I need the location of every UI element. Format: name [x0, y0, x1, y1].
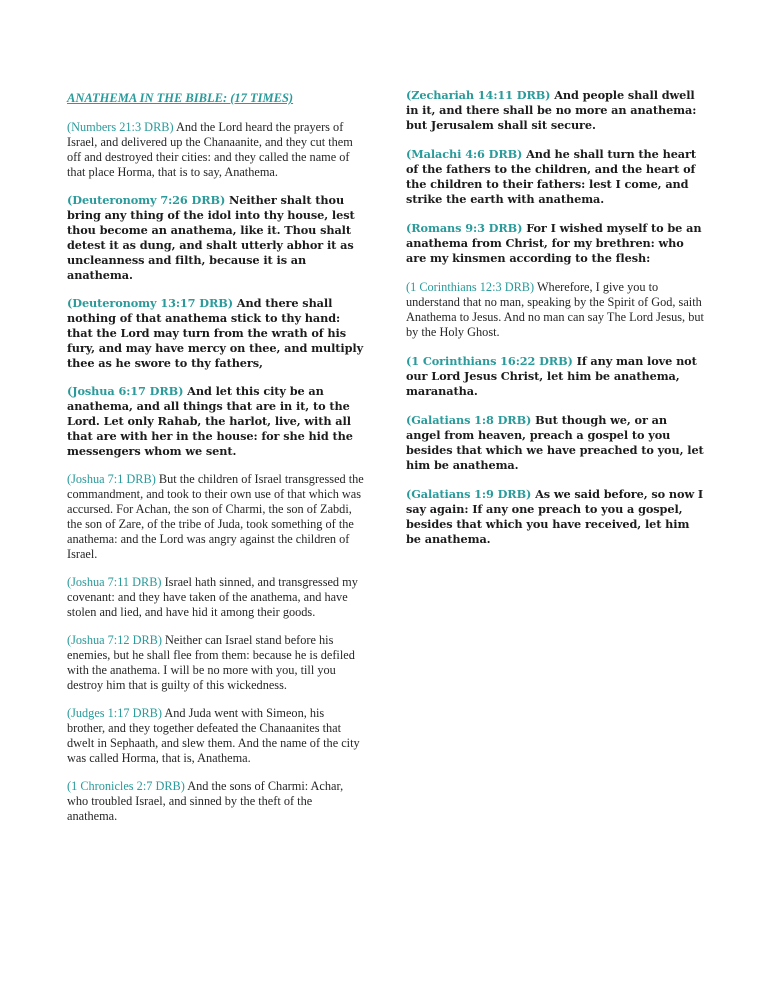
left-column: [67, 88, 365, 837]
verse-reference: (Romans 9:3 DRB): [406, 221, 523, 235]
verse-reference: (Joshua 7:12 DRB): [67, 633, 162, 647]
verse-entry: [406, 280, 704, 340]
verse-entry: [67, 472, 365, 562]
verse-entry: [67, 384, 365, 459]
verse-text: For I wished myself to be an anathema from Christ, for my brethren: who are my kinsmen according to the flesh:: [406, 221, 702, 265]
verse-text: And the sons of Charmi: Achar, who troubled Israel, and sinned by the theft of the anathema.: [67, 779, 344, 823]
verse-text: And there shall nothing of that anathema stick to thy hand: that the Lord may turn from the wrath of his fury, and may have mercy on thee, and multiply thee as he swore to thy fathers,: [67, 296, 364, 370]
verse-reference: (Numbers 21:3 DRB): [67, 120, 174, 134]
verse-text: And Juda went with Simeon, his brother, and they together defeated the Chanaanites that dwelt in Sephaath, and slew them. And the name of the city was called Horma, that is, Anathema.: [67, 706, 360, 765]
verse-text: But the children of Israel transgressed the commandment, and took to their own use of that which was accursed. For Achan, the son of Charmi, the son of Zabdi, the son of Zare, of the tribe of Juda, took something of the anathema: and the Lord was angry against the children of Israel.: [67, 472, 364, 561]
verse-text: And people shall dwell in it, and there shall be no more an anathema: but Jerusalem shall sit secure.: [406, 88, 697, 132]
verse-reference: (Deuteronomy 13:17 DRB): [67, 296, 233, 310]
verse-entry: [67, 779, 365, 824]
verse-text: Wherefore, I give you to understand that no man, speaking by the Spirit of God, saith Anathema to Jesus. And no man can say The Lord Jesus, but by the Holy Ghost.: [406, 280, 704, 339]
right-verse-list: [406, 88, 704, 547]
verse-reference: (Deuteronomy 7:26 DRB): [67, 193, 226, 207]
verse-entry: [67, 706, 365, 766]
verse-reference: (Malachi 4:6 DRB): [406, 147, 523, 161]
verse-reference: (Joshua 6:17 DRB): [67, 384, 184, 398]
verse-reference: (Joshua 7:11 DRB): [67, 575, 162, 589]
verse-text: And the Lord heard the prayers of Israel, and delivered up the Chanaanite, and they cut them off and destroyed their cities: and they called the name of that place Horma, that is to say, Anathema.: [67, 120, 353, 179]
verse-text: As we said before, so now I say again: If any one preach to you a gospel, besides that which you have received, let him be anathema.: [406, 487, 704, 546]
verse-reference: (1 Corinthians 16:22 DRB): [406, 354, 573, 368]
verse-reference: (1 Chronicles 2:7 DRB): [67, 779, 185, 793]
verse-text: And he shall turn the heart of the fathers to the children, and the heart of the children to their fathers: lest I come, and strike the earth with anathema.: [406, 147, 696, 206]
verse-entry: [67, 193, 365, 283]
verse-reference: (Galatians 1:8 DRB): [406, 413, 532, 427]
verse-entry: [406, 147, 704, 207]
verse-text: But though we, or an angel from heaven, preach a gospel to you besides that which we have preached to you, let him be anathema.: [406, 413, 704, 472]
verse-entry: [67, 120, 365, 180]
verse-entry: [406, 88, 704, 133]
page-title: ANATHEMA IN THE BIBLE: (17 TIMES): [67, 91, 294, 105]
verse-entry: [406, 487, 704, 547]
verse-entry: [67, 296, 365, 371]
left-verse-list: [67, 120, 365, 824]
verse-reference: (1 Corinthians 12:3 DRB): [406, 280, 535, 294]
verse-entry: [406, 221, 704, 266]
verse-reference: (Zechariah 14:11 DRB): [406, 88, 551, 102]
verse-reference: (Galatians 1:9 DRB): [406, 487, 532, 501]
verse-text: If any man love not our Lord Jesus Christ, let him be anathema, maranatha.: [406, 354, 697, 398]
verse-text: Israel hath sinned, and transgressed my covenant: and they have taken of the anathema, and have stolen and lied, and have hid it among their goods.: [67, 575, 358, 619]
verse-reference: (Judges 1:17 DRB): [67, 706, 162, 720]
verse-reference: (Joshua 7:1 DRB): [67, 472, 156, 486]
verse-entry: [406, 413, 704, 473]
verse-entry: [67, 575, 365, 620]
verse-text: Neither can Israel stand before his enemies, but he shall flee from them: because he is defiled with the anathema. I will be no more with you, till you destroy him that is guilty of this wickedness.: [67, 633, 355, 692]
verse-entry: [67, 633, 365, 693]
right-column: [406, 88, 704, 561]
verse-text: Neither shalt thou bring any thing of the idol into thy house, lest thou become an anathema, like it. Thou shalt detest it as dung, and shalt utterly abhor it as uncleanness and filth, because it is an anathema.: [67, 193, 355, 282]
verse-entry: [406, 354, 704, 399]
verse-text: And let this city be an anathema, and all things that are in it, to the Lord. Let only Rahab, the harlot, live, with all that are with her in the house: for she hid the messengers whom we sent.: [67, 384, 353, 458]
